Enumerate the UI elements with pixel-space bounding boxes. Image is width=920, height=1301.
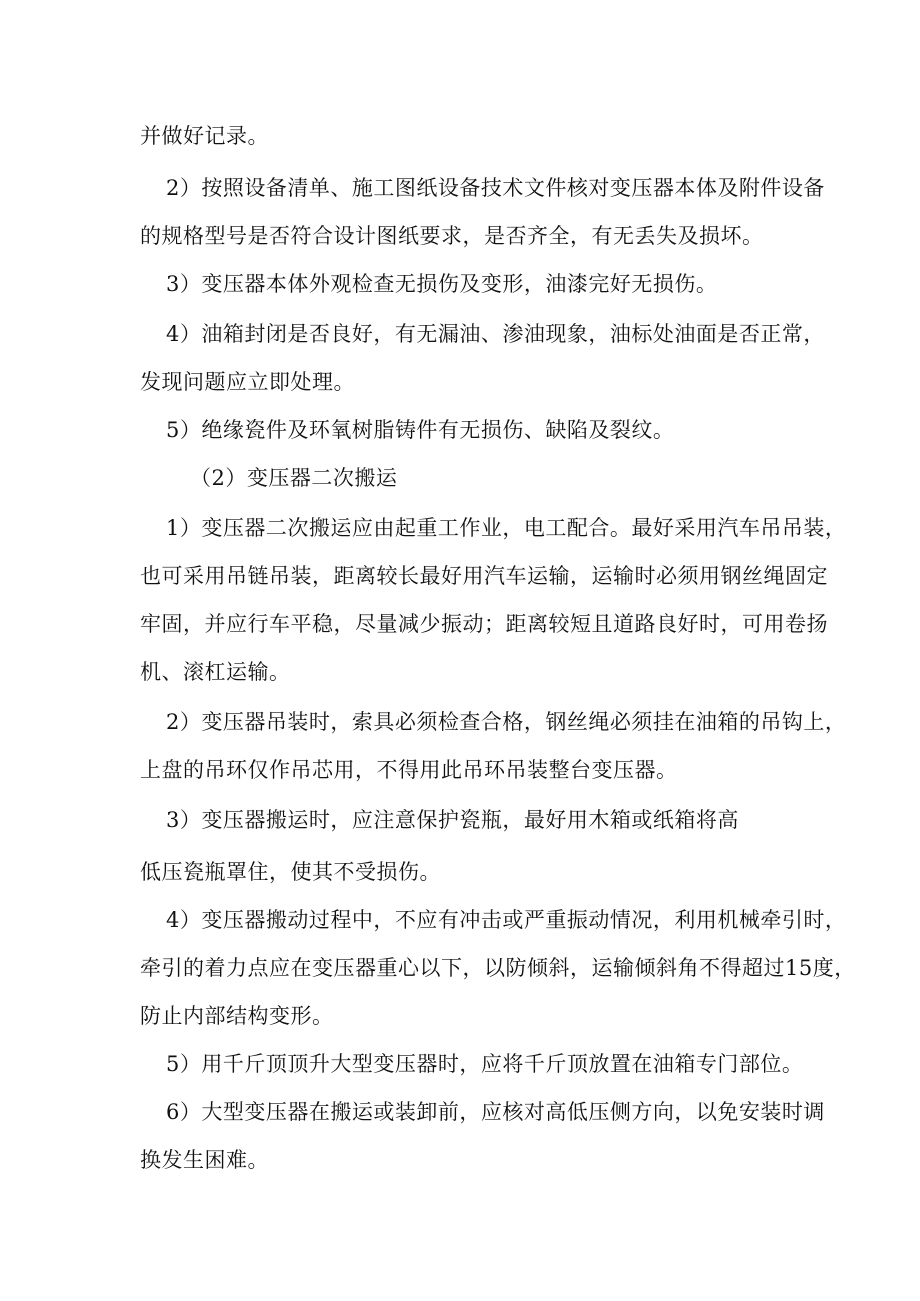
text-line-12: 机、滚杠运输。 (140, 660, 291, 684)
text-line-15: 3）变压器搬运时，应注意保护瓷瓶，最好用木箱或纸箱将高 (166, 808, 739, 832)
text-line-18: 牵引的着力点应在变压器重心以下，以防倾斜，运输倾斜角不得超过15度， (140, 956, 856, 980)
text-line-6: 发现问题应立即处理。 (140, 370, 355, 394)
text-line-20: 5）用千斤顶顶升大型变压器时，应将千斤顶放置在油箱专门部位。 (166, 1052, 804, 1076)
text-line-21: 6）大型变压器在搬运或装卸前，应核对高低压侧方向，以免安装时调 (166, 1100, 825, 1124)
text-line-9: 1）变压器二次搬运应由起重工作业，电工配合。最好采用汽车吊吊装， (166, 516, 847, 540)
text-line-2: 2）按照设备清单、施工图纸设备技术文件核对变压器本体及附件设备 (166, 176, 825, 200)
text-line-22: 换发生困难。 (140, 1148, 269, 1172)
text-line-19: 防止内部结构变形。 (140, 1004, 334, 1028)
text-line-16: 低压瓷瓶罩住，使其不受损伤。 (140, 860, 441, 884)
text-line-17: 4）变压器搬动过程中，不应有冲击或严重振动情况，利用机械牵引时， (166, 908, 847, 932)
text-line-3: 的规格型号是否符合设计图纸要求，是否齐全，有无丢失及损坏。 (140, 224, 764, 248)
text-line-11: 牢固，并应行车平稳，尽量减少振动；距离较短且道路良好时，可用卷扬 (140, 612, 828, 636)
text-line-4: 3）变压器本体外观检查无损伤及变形，油漆完好无损伤。 (166, 272, 718, 296)
text-line-14: 上盘的吊环仅作吊芯用，不得用此吊环吊装整台变压器。 (140, 758, 678, 782)
text-line-5: 4）油箱封闭是否良好，有无漏油、渗油现象，油标处油面是否正常， (166, 322, 825, 346)
text-line-10: 也可采用吊链吊装，距离较长最好用汽车运输，运输时必须用钢丝绳固定 (140, 564, 828, 588)
text-line-13: 2）变压器吊装时，索具必须检查合格，钢丝绳必须挂在油箱的吊钩上， (166, 710, 847, 734)
section-heading: （2）变压器二次搬运 (190, 466, 398, 490)
text-line-7: 5）绝缘瓷件及环氧树脂铸件有无损伤、缺陷及裂纹。 (166, 418, 675, 442)
text-line-1: 并做好记录。 (140, 124, 269, 148)
